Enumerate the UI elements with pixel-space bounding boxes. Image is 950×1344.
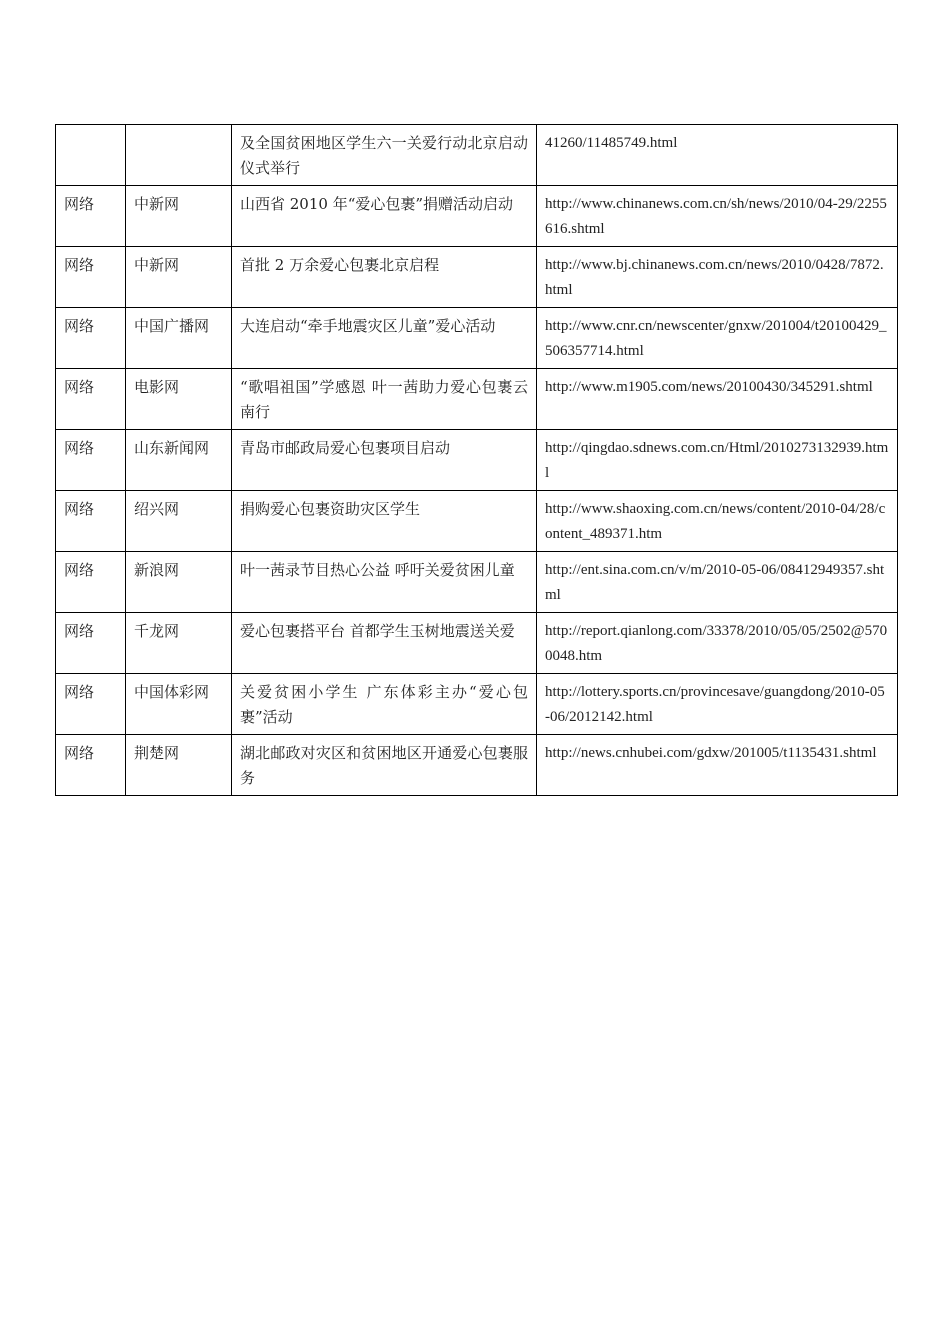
cell-source: 山东新闻网: [126, 430, 232, 491]
cell-url: http://lottery.sports.cn/provincesave/guangdong/2010-05-06/2012142.html: [537, 674, 898, 735]
cell-title: 爱心包裹搭平台 首都学生玉树地震送关爱: [232, 613, 537, 674]
cell-title: “歌唱祖国”学感恩 叶一茜助力爱心包裹云南行: [232, 369, 537, 430]
cell-title: 湖北邮政对灾区和贫困地区开通爱心包裹服务: [232, 735, 537, 796]
table-row: [56, 674, 898, 735]
cell-url: http://ent.sina.com.cn/v/m/2010-05-06/08412949357.shtml: [537, 552, 898, 613]
cell-source: 荆楚网: [126, 735, 232, 796]
cell-url: 41260/11485749.html: [537, 125, 898, 186]
cell-url: http://www.m1905.com/news/20100430/345291.shtml: [537, 369, 898, 430]
cell-title: 大连启动“牵手地震灾区儿童”爱心活动: [232, 308, 537, 369]
table-row: [56, 491, 898, 552]
cell-title: 山西省 2010 年“爱心包裹”捐赠活动启动: [232, 186, 537, 247]
cell-source: 绍兴网: [126, 491, 232, 552]
cell-source: 电影网: [126, 369, 232, 430]
cell-media-type: 网络: [56, 613, 126, 674]
cell-source: [126, 125, 232, 186]
cell-url: http://qingdao.sdnews.com.cn/Html/2010273132939.html: [537, 430, 898, 491]
cell-url: http://www.cnr.cn/newscenter/gnxw/201004/t20100429_506357714.html: [537, 308, 898, 369]
table-row: [56, 247, 898, 308]
cell-media-type: [56, 125, 126, 186]
cell-source: 中国广播网: [126, 308, 232, 369]
cell-title: 青岛市邮政局爱心包裹项目启动: [232, 430, 537, 491]
cell-title: 关爱贫困小学生 广东体彩主办“爱心包裹”活动: [232, 674, 537, 735]
cell-title: 叶一茜录节目热心公益 呼吁关爱贫困儿童: [232, 552, 537, 613]
table-row: [56, 735, 898, 796]
cell-source: 中新网: [126, 186, 232, 247]
cell-media-type: 网络: [56, 369, 126, 430]
cell-media-type: 网络: [56, 491, 126, 552]
table-row: [56, 186, 898, 247]
cell-source: 中新网: [126, 247, 232, 308]
cell-media-type: 网络: [56, 247, 126, 308]
table-row: [56, 369, 898, 430]
cell-media-type: 网络: [56, 308, 126, 369]
table-row: [56, 430, 898, 491]
cell-url: http://www.chinanews.com.cn/sh/news/2010/04-29/2255616.shtml: [537, 186, 898, 247]
cell-url: http://news.cnhubei.com/gdxw/201005/t1135431.shtml: [537, 735, 898, 796]
table-row: [56, 308, 898, 369]
cell-title: 首批 2 万余爱心包裹北京启程: [232, 247, 537, 308]
cell-media-type: 网络: [56, 735, 126, 796]
cell-source: 中国体彩网: [126, 674, 232, 735]
cell-media-type: 网络: [56, 430, 126, 491]
table-row: [56, 613, 898, 674]
table-row: [56, 125, 898, 186]
cell-url: http://www.bj.chinanews.com.cn/news/2010/0428/7872.html: [537, 247, 898, 308]
cell-url: http://www.shaoxing.com.cn/news/content/2010-04/28/content_489371.htm: [537, 491, 898, 552]
cell-source: 千龙网: [126, 613, 232, 674]
cell-media-type: 网络: [56, 186, 126, 247]
cell-title: 及全国贫困地区学生六一关爱行动北京启动仪式举行: [232, 125, 537, 186]
cell-media-type: 网络: [56, 552, 126, 613]
cell-title: 捐购爱心包裹资助灾区学生: [232, 491, 537, 552]
cell-media-type: 网络: [56, 674, 126, 735]
cell-url: http://report.qianlong.com/33378/2010/05/05/2502@5700048.htm: [537, 613, 898, 674]
table-body: [56, 125, 898, 796]
media-coverage-table: [55, 124, 898, 796]
cell-source: 新浪网: [126, 552, 232, 613]
table-row: [56, 552, 898, 613]
